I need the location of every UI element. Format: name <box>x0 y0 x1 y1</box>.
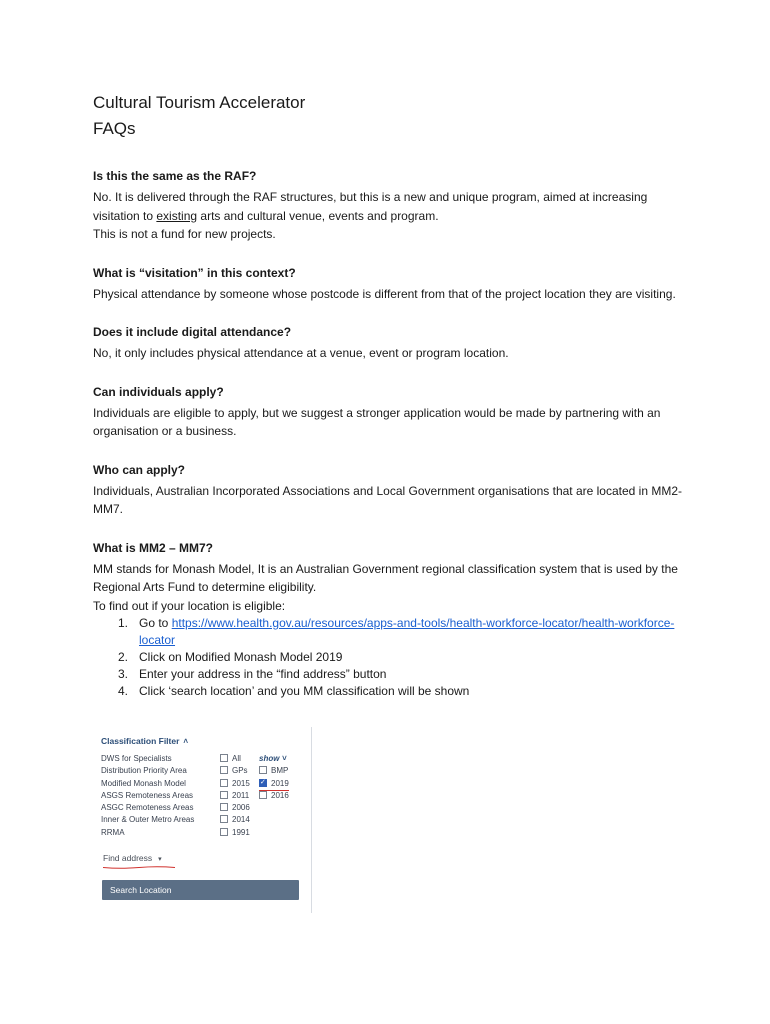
classification-filter-title: Classification Filter <box>101 736 180 746</box>
faq-item <box>93 168 683 244</box>
option-label: BMP <box>271 766 289 776</box>
filter-label: Inner & Outer Metro Areas <box>101 815 195 825</box>
faq-question: Can individuals apply? <box>93 384 224 399</box>
option-label: 2016 <box>271 790 289 800</box>
filter-option <box>220 753 241 765</box>
step-text: Enter your address in the “find address” button <box>139 667 387 681</box>
option-label: All <box>232 754 241 763</box>
classification-filter-screenshot <box>93 727 312 913</box>
filter-row <box>101 753 306 765</box>
faq-item <box>93 265 683 304</box>
list-item <box>93 615 683 649</box>
option-label: 2019 <box>271 778 289 788</box>
faq-question: What is “visitation” in this context? <box>93 265 296 280</box>
faq-item <box>93 540 683 701</box>
checkbox <box>220 779 228 787</box>
filter-option <box>220 778 250 790</box>
option-label: 1991 <box>232 827 250 837</box>
faq-answer: Physical attendance by someone whose postcode is different from that of the project location they are visiting. <box>93 286 676 301</box>
filter-option <box>220 814 250 826</box>
health-workforce-locator-link[interactable]: https://www.health.gov.au/resources/apps-and-tools/health-workforce-locator/health-workforce-locator <box>139 616 675 647</box>
faq-answer: No, it only includes physical attendance at a venue, event or program location. <box>93 346 509 360</box>
step-text: Click ‘search location’ and you MM classification will be shown <box>139 684 470 698</box>
faq-answer: Individuals are eligible to apply, but we suggest a stronger application would be made by partnering with an organisation or a business. <box>93 405 661 438</box>
checkbox <box>220 815 228 823</box>
list-item <box>93 683 683 700</box>
option-label: 2006 <box>232 803 250 813</box>
step-number: 4. <box>118 684 129 698</box>
faq-question: Does it include digital attendance? <box>93 325 292 339</box>
red-underline-annotation <box>103 866 175 869</box>
filter-option <box>220 765 248 777</box>
document-title <box>93 90 683 142</box>
option-label: 2014 <box>232 815 250 825</box>
checkbox <box>259 766 267 774</box>
filter-rows <box>101 753 306 839</box>
find-address-label: Find address <box>103 853 153 863</box>
show-toggle <box>259 753 286 765</box>
faq-answer-line-2: To find out if your location is eligible: <box>93 598 286 613</box>
option-label: 2015 <box>232 778 250 788</box>
underlined-word: existing <box>156 208 198 223</box>
steps-list <box>93 615 683 700</box>
classification-filter-heading <box>101 736 188 746</box>
chevron-up-icon: ˄ <box>183 737 189 746</box>
faq-answer <box>93 188 683 225</box>
title-line-2: FAQs <box>93 119 136 138</box>
filter-row <box>101 778 306 790</box>
answer-text: No. It is delivered through the RAF structures, but this is a new and unique program, aimed at increasing visitation to <box>93 190 648 223</box>
faq-item <box>93 324 683 363</box>
filter-option <box>220 827 250 839</box>
step-number: 1. <box>118 616 129 630</box>
checkbox <box>259 791 267 799</box>
find-address-dropdown <box>103 853 162 863</box>
filter-option <box>259 790 289 802</box>
checkbox <box>220 828 228 836</box>
checkbox <box>220 803 228 811</box>
chevron-down-icon: ▾ <box>158 856 162 863</box>
filter-label: Modified Monash Model <box>101 778 186 788</box>
filter-row <box>101 765 306 777</box>
faq-answer: Individuals, Australian Incorporated Associations and Local Government organisations that are located in MM2-MM7. <box>93 483 682 516</box>
step-text: Click on Modified Monash Model 2019 <box>139 650 343 664</box>
filter-option <box>220 790 249 802</box>
show-label: show <box>259 754 280 763</box>
filter-option <box>259 765 288 777</box>
filter-label: ASGC Remoteness Areas <box>101 803 194 813</box>
faq-answer: MM stands for Monash Model, It is an Australian Government regional classification system that is used by the Regional Arts Fund to determine eligibility. <box>93 561 678 594</box>
filter-row <box>101 827 306 839</box>
filter-label: DWS for Specialists <box>101 754 172 763</box>
step-number: 2. <box>118 650 129 664</box>
faq-answer-line-2: This is not a fund for new projects. <box>93 227 276 241</box>
answer-text: arts and cultural venue, events and program. <box>197 208 439 223</box>
filter-option-selected <box>259 778 289 791</box>
title-line-1: Cultural Tourism Accelerator <box>93 93 306 112</box>
checkbox <box>220 754 228 762</box>
filter-row <box>101 802 306 814</box>
checkbox <box>220 791 228 799</box>
filter-option <box>220 802 250 814</box>
faq-item <box>93 462 683 519</box>
filter-row <box>101 790 306 802</box>
checkbox <box>220 766 228 774</box>
filter-label: ASGS Remoteness Areas <box>101 790 194 800</box>
option-label: GPs <box>232 766 248 776</box>
faq-item <box>93 384 683 441</box>
filter-label: Distribution Priority Area <box>101 766 187 776</box>
document-page <box>93 90 683 700</box>
filter-row <box>101 814 306 826</box>
faq-question: What is MM2 – MM7? <box>93 540 214 555</box>
filter-label: RRMA <box>101 827 125 837</box>
step-number: 3. <box>118 667 129 681</box>
chevron-down-icon: ˅ <box>281 754 287 763</box>
faq-question: Is this the same as the RAF? <box>93 169 257 183</box>
list-item <box>93 649 683 666</box>
checkbox-checked <box>259 779 267 787</box>
option-label: 2011 <box>232 790 250 800</box>
faq-question: Who can apply? <box>93 462 186 477</box>
step-text: Go to <box>139 616 172 630</box>
list-item <box>93 666 683 683</box>
search-location-button: Search Location <box>102 880 299 900</box>
